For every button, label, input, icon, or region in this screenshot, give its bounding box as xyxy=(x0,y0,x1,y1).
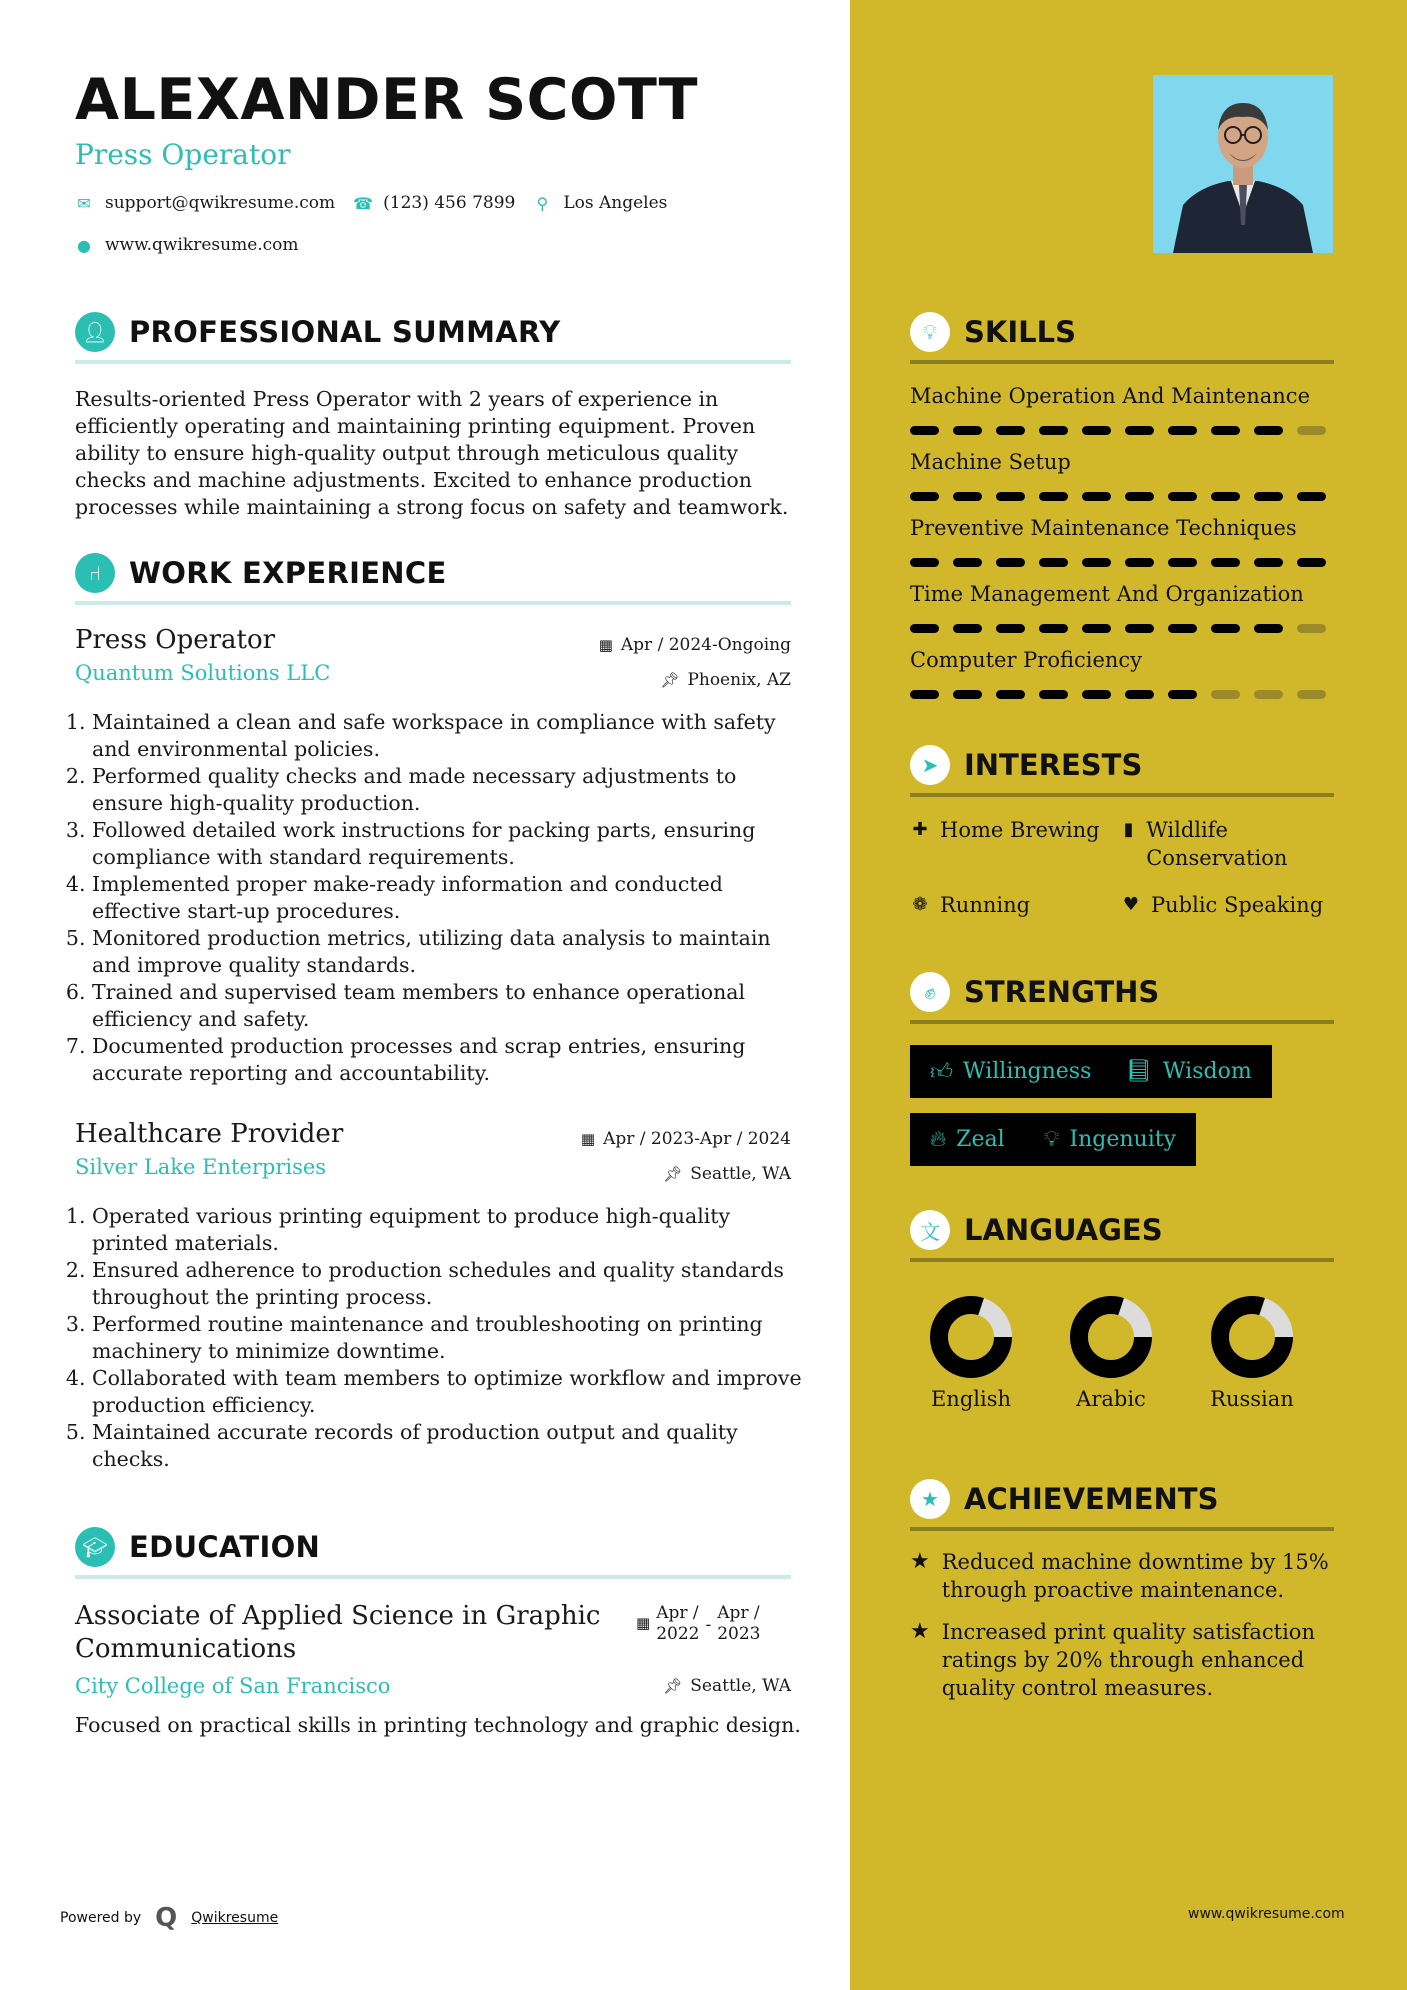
contact-row xyxy=(75,193,667,213)
pin-icon: 📌︎ xyxy=(663,1165,683,1183)
book-icon: 📘︎ xyxy=(1125,1059,1153,1084)
pin-icon: 📌︎ xyxy=(663,1677,683,1695)
degree-line-2: Communications xyxy=(75,1634,297,1664)
contact-location: Los Angeles xyxy=(563,193,668,213)
language-item xyxy=(1197,1295,1307,1411)
skill-level-segment xyxy=(1168,492,1197,501)
skill-item xyxy=(910,648,1334,672)
portrait-illustration xyxy=(1153,75,1333,253)
language-level-ring xyxy=(1069,1295,1153,1379)
strength-name: Ingenuity xyxy=(1069,1127,1177,1152)
contact-phone[interactable]: (123) 456 7899 xyxy=(383,193,516,213)
language-item xyxy=(1056,1295,1166,1411)
skill-level-segment xyxy=(1254,426,1283,435)
skill-level-segment xyxy=(1039,690,1068,699)
skill-item xyxy=(910,516,1334,540)
star-icon: ★ xyxy=(910,1549,930,1574)
language-name: English xyxy=(930,1387,1012,1411)
job-entry xyxy=(75,625,791,690)
user-icon: 👤︎ xyxy=(75,312,115,352)
achievement-text: Reduced machine downtime by 15% through proactive maintenance. xyxy=(941,1550,1329,1602)
skill-level-segment xyxy=(1168,624,1197,633)
strength-badge xyxy=(910,1045,1111,1098)
skill-level-bar xyxy=(910,558,1326,567)
strength-name: Wisdom xyxy=(1162,1059,1252,1084)
skill-level-segment xyxy=(1168,690,1197,699)
achievement-item xyxy=(910,1618,1334,1702)
achievement-text: Increased print quality satisfaction ratings by 20% through enhanced quality control measures. xyxy=(941,1620,1315,1700)
languages-section xyxy=(910,1208,1334,1262)
list-item: 3. Performed routine maintenance and troubleshooting on printing machinery to minimize downtime. xyxy=(92,1311,812,1365)
skill-name: Machine Setup xyxy=(910,450,1071,474)
star-icon: ★ xyxy=(910,1619,930,1644)
experience-section xyxy=(75,551,791,605)
language-level-ring xyxy=(929,1295,1013,1379)
puzzle-icon: ✚ xyxy=(912,819,928,840)
job-location xyxy=(660,670,791,690)
skill-item xyxy=(910,450,1334,474)
skill-level-segment xyxy=(996,426,1025,435)
brand-link[interactable]: Qwikresume xyxy=(191,1910,279,1926)
achievements-heading xyxy=(910,1477,1334,1531)
skill-level-bar xyxy=(910,624,1326,633)
job-company: Silver Lake Enterprises xyxy=(75,1155,327,1179)
skill-item xyxy=(910,384,1334,408)
skill-level-segment xyxy=(1125,426,1154,435)
job-bullets xyxy=(73,1203,812,1473)
date-separator: - xyxy=(705,1615,712,1635)
office-chair-icon: ⑁ xyxy=(75,553,115,593)
summary-text: Results-oriented Press Operator with 2 years of experience in efficiently operating and maintaining printing equipment. Proven ability to ensure high-quality output through meticulous quality checks and machine adjustments. Excited to enhance production processes while maintaining a strong focus on safety and teamwork. xyxy=(75,387,789,519)
strength-badge xyxy=(910,1113,1025,1166)
start-month: Apr / xyxy=(656,1603,699,1623)
skill-level-segment xyxy=(1297,624,1326,633)
language-item xyxy=(916,1295,1026,1411)
list-item: 6. Trained and supervised team members to enhance operational efficiency and safety. xyxy=(92,979,812,1033)
skills-title: SKILLS xyxy=(964,315,1076,349)
education-dates xyxy=(636,1603,760,1645)
heartbeat-icon: ♥ xyxy=(1122,894,1140,915)
paw-icon: ❁ xyxy=(912,894,928,915)
contact-website[interactable]: www.qwikresume.com xyxy=(105,235,299,255)
skill-level-segment xyxy=(1297,426,1326,435)
interest-name: Wildlife Conservation xyxy=(1146,818,1288,870)
education-section xyxy=(75,1525,791,1579)
fire-icon: 🔥︎ xyxy=(930,1127,947,1152)
skill-level-segment xyxy=(1082,492,1111,501)
end-year: 2023 xyxy=(717,1624,761,1644)
skill-level-segment xyxy=(1039,558,1068,567)
interest-name: Public Speaking xyxy=(1151,893,1324,917)
interests-heading xyxy=(910,743,1334,797)
candidate-name: ALEXANDER SCOTT xyxy=(75,67,699,133)
book-icon: ▮ xyxy=(1123,819,1134,840)
job-location-text: Seattle, WA xyxy=(690,1164,791,1184)
calendar-icon: ▦ xyxy=(598,636,613,654)
skills-section xyxy=(910,310,1334,364)
experience-heading xyxy=(75,551,791,605)
language-name: Arabic xyxy=(1076,1387,1146,1411)
strength-badge xyxy=(1024,1113,1196,1166)
job-date xyxy=(599,635,791,655)
star-icon: ★ xyxy=(910,1479,950,1519)
start-year: 2022 xyxy=(656,1624,700,1644)
job-entry xyxy=(75,1119,791,1184)
skill-level-segment xyxy=(910,558,939,567)
education-end xyxy=(717,1603,760,1645)
skill-level-segment xyxy=(1211,492,1240,501)
skills-list xyxy=(910,384,1334,704)
achievements-section xyxy=(910,1477,1334,1531)
website-row xyxy=(75,235,299,255)
skill-level-segment xyxy=(1125,690,1154,699)
education-heading xyxy=(75,1525,791,1579)
list-item: 2. Ensured adherence to production schedules and quality standards throughout the printing process. xyxy=(92,1257,812,1311)
skill-name: Computer Proficiency xyxy=(910,648,1143,672)
calendar-icon: ▦ xyxy=(636,1614,651,1632)
summary-section xyxy=(75,310,791,364)
footer-powered-by xyxy=(60,1903,278,1933)
languages-title: LANGUAGES xyxy=(964,1213,1163,1247)
education-start xyxy=(656,1603,699,1645)
envelope-icon: ✉ xyxy=(77,193,91,213)
lightbulb-icon: 💡︎ xyxy=(910,312,950,352)
skill-level-segment xyxy=(1254,558,1283,567)
interests-section xyxy=(910,743,1334,797)
job-bullets xyxy=(73,709,812,1087)
skill-level-segment xyxy=(1082,690,1111,699)
strength-name: Willingness xyxy=(963,1059,1092,1084)
skill-level-segment xyxy=(910,426,939,435)
list-item: 1. Maintained a clean and safe workspace in compliance with safety and environmental policies. xyxy=(92,709,812,763)
interest-name: Home Brewing xyxy=(940,818,1100,842)
pin-icon: 📌︎ xyxy=(660,671,680,689)
thumbs-up-icon: 👍︎ xyxy=(930,1060,953,1085)
list-item: 7. Documented production processes and scrap entries, ensuring accurate reporting and accountability. xyxy=(92,1033,812,1087)
skill-level-bar xyxy=(910,492,1326,501)
job-title: Press Operator xyxy=(75,625,276,655)
skill-level-segment xyxy=(996,624,1025,633)
contact-email[interactable]: support@qwikresume.com xyxy=(105,193,336,213)
list-item: 5. Monitored production metrics, utilizing data analysis to maintain and improve quality standards. xyxy=(92,925,812,979)
interest-item xyxy=(910,816,1100,844)
lightbulb-icon: 💡︎ xyxy=(1044,1127,1060,1152)
skill-level-segment xyxy=(1297,492,1326,501)
experience-title: WORK EXPERIENCE xyxy=(129,556,447,590)
paper-plane-icon: ➤ xyxy=(910,745,950,785)
skill-level-segment xyxy=(1082,624,1111,633)
skill-level-segment xyxy=(996,492,1025,501)
summary-heading xyxy=(75,310,791,364)
candidate-title: Press Operator xyxy=(75,138,291,171)
interests-title: INTERESTS xyxy=(964,748,1143,782)
job-location xyxy=(663,1164,791,1184)
skill-level-segment xyxy=(910,492,939,501)
degree-line-1: Associate of Applied Science in Graphic xyxy=(75,1601,601,1631)
education-location-text: Seattle, WA xyxy=(690,1676,791,1696)
end-month: Apr / xyxy=(717,1603,760,1623)
skill-level-segment xyxy=(953,690,982,699)
education-location xyxy=(663,1676,791,1696)
skill-level-bar xyxy=(910,690,1326,699)
skill-level-segment xyxy=(910,624,939,633)
skill-name: Machine Operation And Maintenance xyxy=(910,384,1310,408)
skill-level-segment xyxy=(1039,492,1068,501)
achievement-item xyxy=(910,1548,1334,1604)
language-level-ring xyxy=(1210,1295,1294,1379)
skill-level-segment xyxy=(1254,690,1283,699)
list-item: 1. Operated various printing equipment to produce high-quality printed materials. xyxy=(92,1203,812,1257)
skill-level-segment xyxy=(1125,558,1154,567)
strength-name: Zeal xyxy=(956,1127,1005,1152)
job-date xyxy=(581,1129,791,1149)
globe-icon: ● xyxy=(77,235,91,255)
interest-item xyxy=(1121,891,1323,919)
fist-icon: ✊︎ xyxy=(910,972,950,1012)
skill-level-segment xyxy=(1082,426,1111,435)
skill-level-segment xyxy=(910,690,939,699)
phone-icon: ☎ xyxy=(353,193,374,213)
calendar-icon: ▦ xyxy=(580,1130,596,1148)
interest-item xyxy=(910,891,1030,919)
language-icon: 文 xyxy=(910,1210,950,1250)
skill-level-segment xyxy=(1082,558,1111,567)
summary-title: PROFESSIONAL SUMMARY xyxy=(129,315,561,349)
skill-level-segment xyxy=(1211,426,1240,435)
strengths-title: STRENGTHS xyxy=(964,975,1160,1009)
skill-level-segment xyxy=(1168,558,1197,567)
map-marker-icon: ⚲ xyxy=(536,193,549,213)
language-name: Russian xyxy=(1210,1387,1294,1411)
skill-level-segment xyxy=(1168,426,1197,435)
qwikresume-logo-icon: Q xyxy=(155,1903,178,1933)
graduate-icon: 🎓︎ xyxy=(75,1527,115,1567)
skill-level-segment xyxy=(953,558,982,567)
education-school: City College of San Francisco xyxy=(75,1674,391,1698)
list-item: 5. Maintained accurate records of production output and quality checks. xyxy=(92,1419,812,1473)
skill-level-segment xyxy=(1254,624,1283,633)
skill-name: Preventive Maintenance Techniques xyxy=(910,516,1297,540)
skill-level-segment xyxy=(1297,558,1326,567)
education-description: Focused on practical skills in printing technology and graphic design. xyxy=(75,1713,801,1737)
skill-item xyxy=(910,582,1334,606)
skill-level-segment xyxy=(1254,492,1283,501)
skill-level-segment xyxy=(1211,690,1240,699)
strengths-section xyxy=(910,970,1334,1024)
skills-heading xyxy=(910,310,1334,364)
skill-level-segment xyxy=(1125,492,1154,501)
list-item: 4. Collaborated with team members to optimize workflow and improve production efficiency. xyxy=(92,1365,812,1419)
education-title: EDUCATION xyxy=(129,1530,321,1564)
job-company: Quantum Solutions LLC xyxy=(75,661,331,685)
languages-heading xyxy=(910,1208,1334,1262)
achievements-title: ACHIEVEMENTS xyxy=(964,1482,1219,1516)
list-item: 2. Performed quality checks and made necessary adjustments to ensure high-quality production. xyxy=(92,763,812,817)
job-location-text: Phoenix, AZ xyxy=(687,670,791,690)
skill-level-segment xyxy=(953,426,982,435)
list-item: 4. Implemented proper make-ready information and conducted effective start-up procedures. xyxy=(92,871,812,925)
interest-name: Running xyxy=(940,893,1031,917)
skill-level-segment xyxy=(1211,624,1240,633)
list-item: 3. Followed detailed work instructions for packing parts, ensuring compliance with standard requirements. xyxy=(92,817,812,871)
skill-level-segment xyxy=(996,690,1025,699)
skill-level-segment xyxy=(953,492,982,501)
skill-level-segment xyxy=(1125,624,1154,633)
profile-photo xyxy=(1153,75,1333,253)
skill-level-segment xyxy=(996,558,1025,567)
job-date-text: Apr / 2023-Apr / 2024 xyxy=(603,1129,791,1149)
skill-level-segment xyxy=(1039,426,1068,435)
skill-name: Time Management And Organization xyxy=(910,582,1304,606)
footer-site[interactable]: www.qwikresume.com xyxy=(1188,1906,1345,1922)
skill-level-segment xyxy=(1039,624,1068,633)
strengths-heading xyxy=(910,970,1334,1024)
strength-badge xyxy=(1105,1045,1272,1098)
powered-by-label: Powered by xyxy=(60,1910,142,1926)
skill-level-segment xyxy=(1211,558,1240,567)
skill-level-bar xyxy=(910,426,1326,435)
job-title: Healthcare Provider xyxy=(75,1119,344,1149)
skill-level-segment xyxy=(1297,690,1326,699)
interest-item xyxy=(1121,816,1321,872)
job-date-text: Apr / 2024-Ongoing xyxy=(620,635,791,655)
education-degree xyxy=(75,1600,635,1666)
skill-level-segment xyxy=(953,624,982,633)
